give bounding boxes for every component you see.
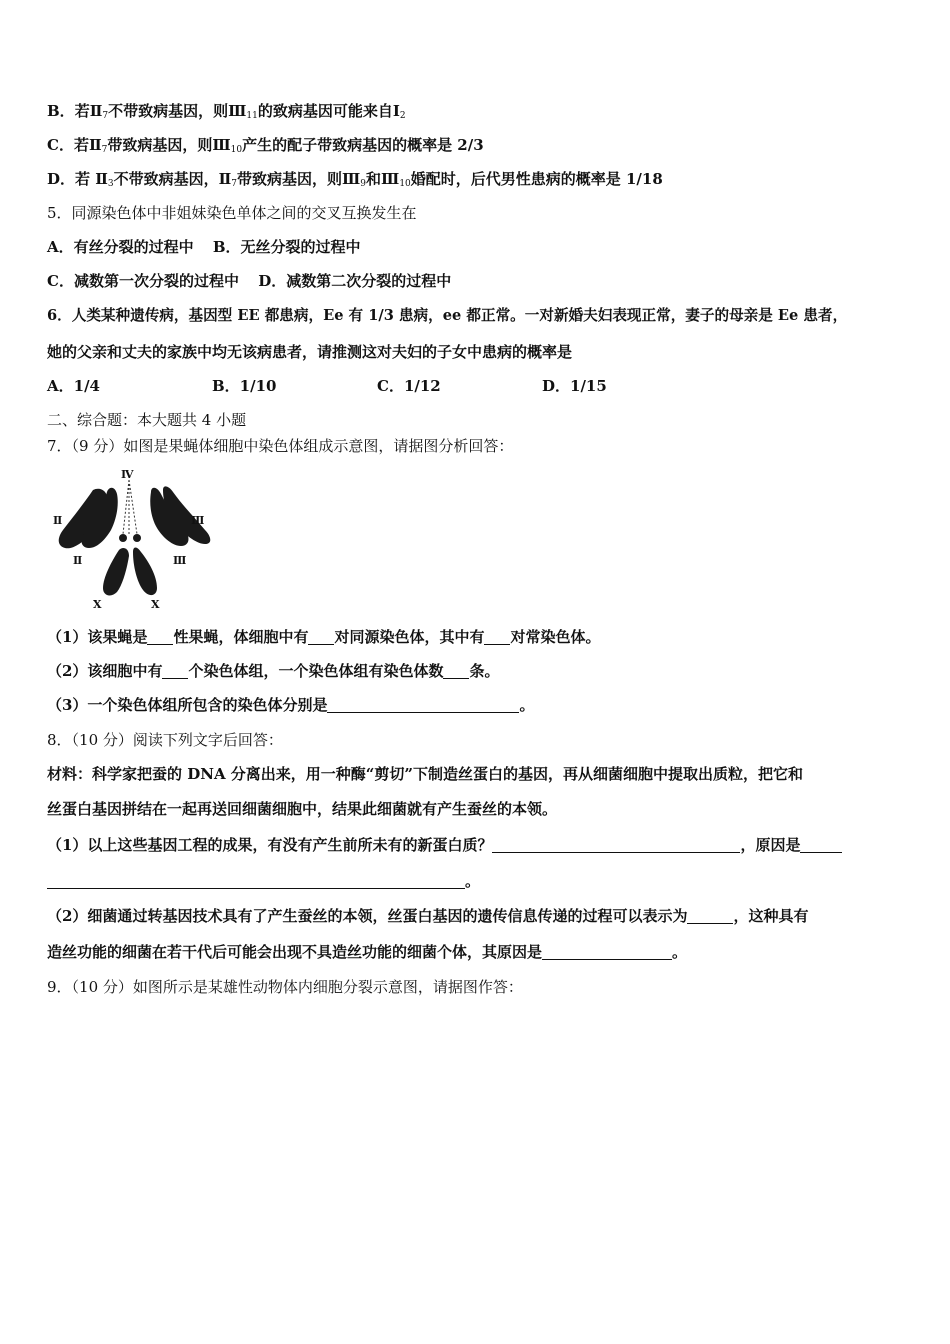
q4-option-c: C．若$Ⅱ_7$带致病基因，则$Ⅲ_{10}$产生的配子带致病基因的概率是 2/3 (47, 136, 484, 155)
blank[interactable] (327, 696, 519, 713)
q6-stem-line1: 6．人类某种遗传病，基因型 EE 都患病，Ee 有 1/3 患病，ee 都正常。一对新婚夫妇表现正常，妻子的母亲是 Ee 患者， (47, 307, 848, 324)
label-iii-bottom: Ⅲ (173, 554, 187, 567)
q6-options (47, 375, 607, 397)
q5-option-b: B．无丝分裂的过程中 (212, 238, 361, 256)
q5-options-row2 (47, 270, 451, 292)
chromosome-x-right (133, 548, 157, 596)
label-iv: Ⅳ (121, 468, 134, 481)
q5-stem: 5．同源染色体中非姐妹染色单体之间的交叉互换发生在 (47, 204, 417, 222)
chromosome-iv-left (119, 534, 127, 542)
q8-part1: （1）以上这些基因工程的成果，有没有产生前所未有的新蛋白质？ ，原因是 (47, 834, 842, 856)
q6-option-a: A．1/4 (47, 377, 100, 395)
q7-part1: （1）该果蝇是 性果蝇，体细胞中有 对同源染色体，其中有 对常染色体。 (47, 628, 601, 646)
q6-stem-line2: 她的父亲和丈夫的家族中均无该病患者，请推测这对夫妇的子女中患病的概率是 (47, 343, 573, 361)
q8-stem: 8．（10 分）阅读下列文字后回答： (47, 731, 283, 749)
label-ii-bottom: Ⅱ (73, 554, 83, 567)
q7-part2: （2）该细胞中有 个染色体组，一个染色体组有染色体数 条。 (47, 662, 500, 680)
q4-option-b: B．若$Ⅱ_7$不带致病基因，则$Ⅲ_{11}$的致病基因可能来自$Ⅰ_2$ (47, 102, 406, 121)
q8-material-line1: 材料：科学家把蚕的 DNA 分离出来，用一种酶“剪切”下制造丝蛋白的基因，再从细菌细胞中提取出质粒，把它和 (47, 765, 804, 783)
q7-part3: （3）一个染色体组所包含的染色体分别是 。 (47, 696, 535, 714)
label-x-left: X (93, 598, 102, 611)
q6-option-c: C．1/12 (377, 377, 441, 395)
blank[interactable] (687, 907, 733, 924)
chromosome-x-left (103, 548, 129, 595)
q5-option-c: C．减数第一次分裂的过程中 (47, 272, 239, 290)
q8-material-line2: 丝蛋白基因拼结在一起再送回细菌细胞中，结果此细菌就有产生蚕丝的本领。 (47, 800, 558, 818)
blank[interactable] (542, 943, 672, 960)
blank[interactable] (147, 628, 173, 645)
blank[interactable] (308, 628, 334, 645)
q4-option-d: D．若 $Ⅱ_3$不带致病基因，$Ⅱ_7$带致病基因，则$Ⅲ_9$和$Ⅲ_{10}$婚配时，后代男性患病的概率是 1/18 (47, 170, 663, 189)
q8-part2: （2）细菌通过转基因技术具有了产生蚕丝的本领，丝蛋白基因的遗传信息传递的过程可以表示为 ，这种具有 (47, 907, 809, 925)
q7-stem: 7．（9 分）如图是果蝇体细胞中染色体组成示意图，请据图分析回答： (47, 437, 514, 455)
q6-option-b: B．1/10 (212, 377, 277, 395)
label-iii-top: Ⅲ (191, 514, 205, 527)
blank[interactable] (162, 662, 188, 679)
q5-options-row1 (47, 236, 361, 258)
blank[interactable] (47, 872, 465, 889)
q9-stem: 9．（10 分）如图所示是某雄性动物体内细胞分裂示意图，请据图作答： (47, 978, 523, 996)
q5-option-a: A．有丝分裂的过程中 (47, 238, 194, 256)
section-heading: 二、综合题：本大题共 4 小题 (47, 411, 247, 429)
label-ii-top: Ⅱ (53, 514, 63, 527)
q5-option-d: D．减数第二次分裂的过程中 (258, 272, 452, 290)
chromosome-iv-right (133, 534, 141, 542)
blank[interactable] (492, 836, 740, 853)
q8-part1-cont: 。 (47, 870, 480, 892)
label-x-right: X (151, 598, 160, 611)
blank[interactable] (484, 628, 510, 645)
q6-option-d: D．1/15 (542, 377, 607, 395)
q8-part2-cont: 造丝功能的细菌在若干代后可能会出现不具造丝功能的细菌个体，其原因是 。 (47, 943, 688, 961)
blank[interactable] (443, 662, 469, 679)
chromosome-figure (45, 462, 215, 612)
blank[interactable] (800, 836, 842, 853)
